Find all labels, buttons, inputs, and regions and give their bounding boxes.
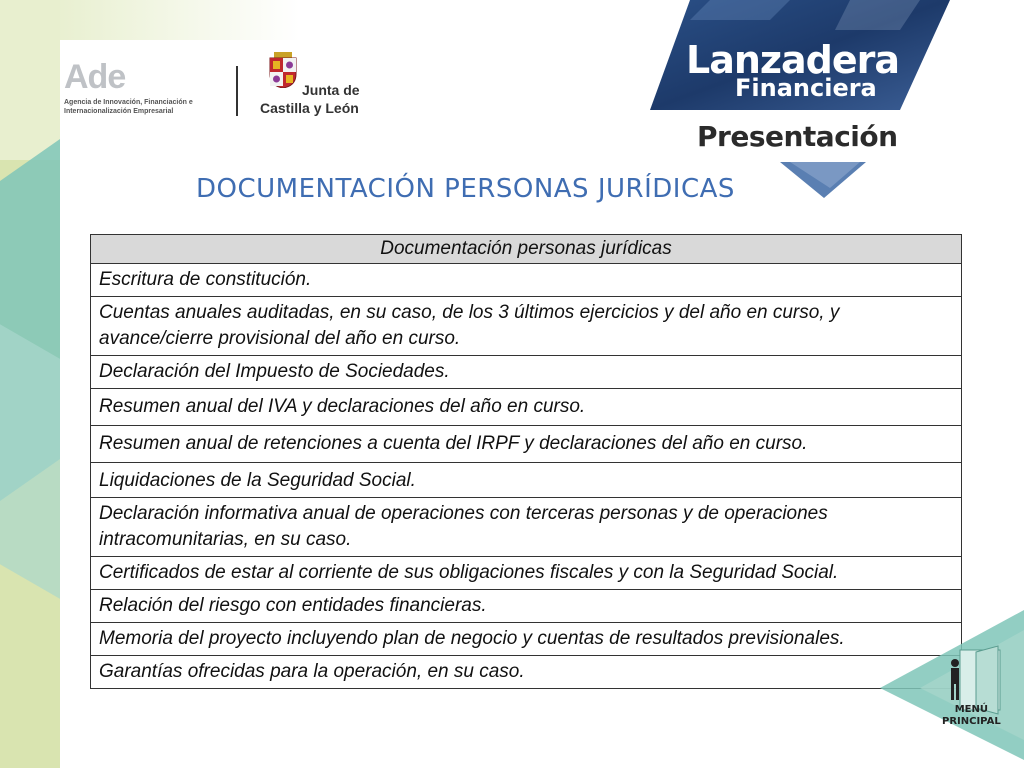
junta-line2: Castilla y León: [260, 100, 359, 116]
documentation-table: [90, 234, 962, 689]
table-cell: Resumen anual de retenciones a cuenta del IRPF y declaraciones del año en curso.: [91, 426, 962, 463]
left-decoration: [0, 0, 60, 768]
table-cell: Liquidaciones de la Seguridad Social.: [91, 463, 962, 498]
table-row: [91, 590, 962, 623]
table-row: [91, 264, 962, 297]
table-row: [91, 623, 962, 656]
page-title: DOCUMENTACIÓN PERSONAS JURÍDICAS: [196, 174, 735, 204]
table-cell: Relación del riesgo con entidades financieras.: [91, 590, 962, 623]
table-cell: Memoria del proyecto incluyendo plan de negocio y cuentas de resultados previsionales.: [91, 623, 962, 656]
table-cell: Resumen anual del IVA y declaraciones del año en curso.: [91, 389, 962, 426]
table-cell: Cuentas anuales auditadas, en su caso, de los 3 últimos ejercicios y del año en curso, y avance/cierre provisional del año en curso.: [91, 297, 962, 356]
table-cell: Declaración informativa anual de operaciones con terceras personas y de operaciones intracomunitarias, en su caso.: [91, 498, 962, 557]
table-cell: Certificados de estar al corriente de sus obligaciones fiscales y con la Seguridad Social.: [91, 557, 962, 590]
table-cell: Garantías ofrecidas para la operación, en su caso.: [91, 656, 962, 689]
table-row: [91, 557, 962, 590]
table-row: [91, 498, 962, 557]
menu-label-line1: MENÚ: [954, 704, 988, 715]
ade-logo: [64, 60, 224, 116]
table-cell: Declaración del Impuesto de Sociedades.: [91, 356, 962, 389]
table-row: [91, 389, 962, 426]
coat-of-arms-icon: [268, 52, 298, 88]
person-door-icon: [948, 658, 962, 702]
ade-logo-mark: Ade: [64, 58, 126, 96]
top-decoration: [60, 0, 300, 40]
section-label: Presentación: [697, 120, 898, 153]
table-row: [91, 297, 962, 356]
table-cell: Escritura de constitución.: [91, 264, 962, 297]
banner-line1: Lanzadera: [686, 38, 900, 82]
table-row: [91, 656, 962, 689]
junta-castilla-leon-logo: [260, 52, 380, 122]
ade-logo-subtitle: Agencia de Innovación, Financiación e Internacionalización Empresarial: [64, 99, 193, 115]
table-header: Documentación personas jurídicas: [91, 235, 962, 264]
table-row: [91, 426, 962, 463]
junta-line1: Junta de: [302, 82, 360, 98]
banner-line2: Financiera: [735, 74, 877, 102]
banner-triangle-decoration: [780, 160, 870, 200]
menu-label-line2: PRINCIPAL: [942, 716, 1001, 727]
menu-principal-label[interactable]: [942, 704, 1001, 728]
table-row: [91, 463, 962, 498]
logo-divider: [236, 66, 238, 116]
menu-principal-button[interactable]: [880, 610, 1024, 760]
table-row: [91, 356, 962, 389]
